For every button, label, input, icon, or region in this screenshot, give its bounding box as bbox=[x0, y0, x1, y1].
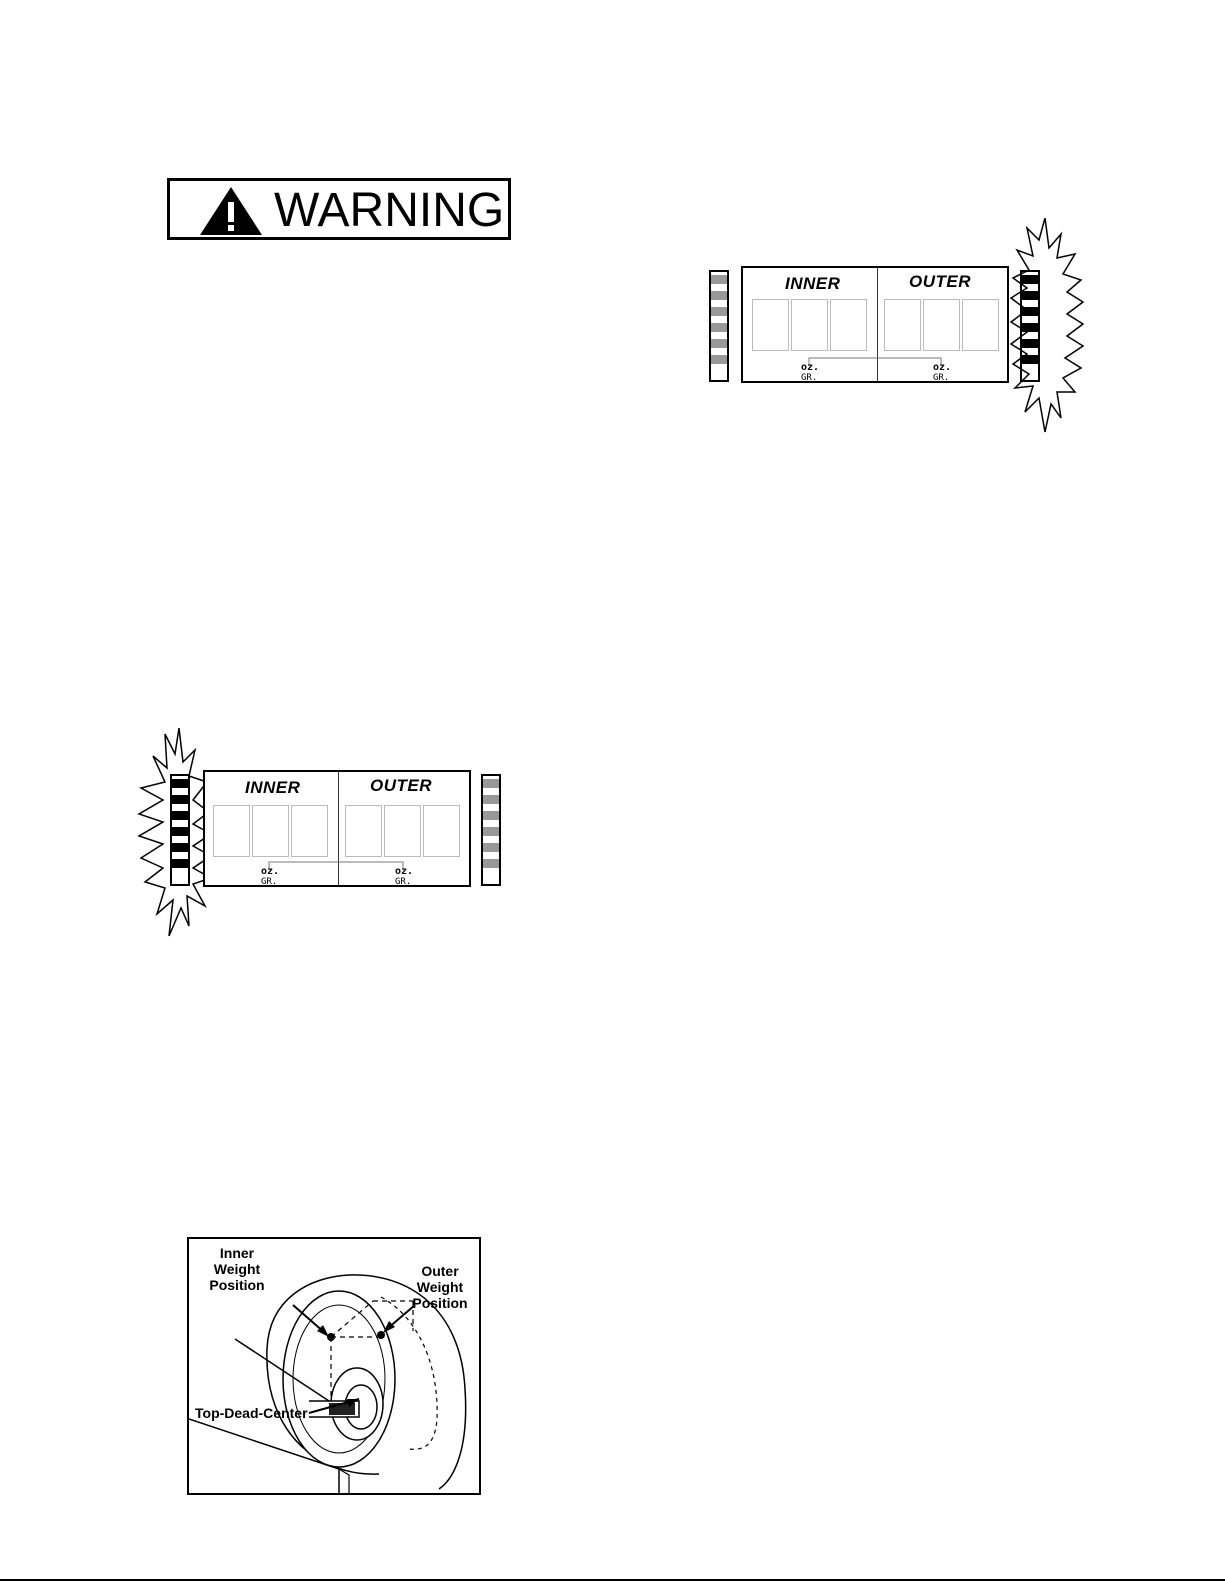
warning-triangle-icon bbox=[198, 185, 264, 237]
balancer-display-lower bbox=[135, 728, 510, 940]
outer-unit: oz. GR. bbox=[933, 362, 952, 383]
right-indicator-bar bbox=[481, 774, 501, 886]
right-indicator-bar bbox=[1020, 270, 1040, 382]
left-indicator-bar bbox=[170, 774, 190, 886]
left-indicator-bar bbox=[709, 270, 729, 382]
inner-label: INNER bbox=[245, 778, 301, 797]
inner-label: INNER bbox=[785, 274, 841, 293]
warning-sign bbox=[167, 178, 511, 240]
weight-readout bbox=[203, 770, 471, 887]
balancer-display-upper bbox=[705, 218, 1085, 438]
outer-weight-label: Outer Weight Position bbox=[412, 1263, 468, 1311]
top-dead-center-label: Top-Dead-Center bbox=[195, 1405, 308, 1421]
inner-unit: oz. GR. bbox=[801, 362, 820, 383]
outer-label: OUTER bbox=[909, 272, 971, 291]
outer-unit: oz. GR. bbox=[395, 866, 414, 887]
weight-readout bbox=[741, 266, 1009, 383]
inner-weight-label: Inner Weight Position bbox=[209, 1245, 265, 1293]
warning-label: WARNING bbox=[274, 184, 505, 237]
wheel-weight-position-figure bbox=[187, 1237, 481, 1495]
inner-unit: oz. GR. bbox=[261, 866, 280, 887]
flash-burst-icon bbox=[1005, 218, 1085, 438]
outer-label: OUTER bbox=[370, 776, 432, 795]
page-bottom-rule bbox=[0, 1579, 1225, 1581]
